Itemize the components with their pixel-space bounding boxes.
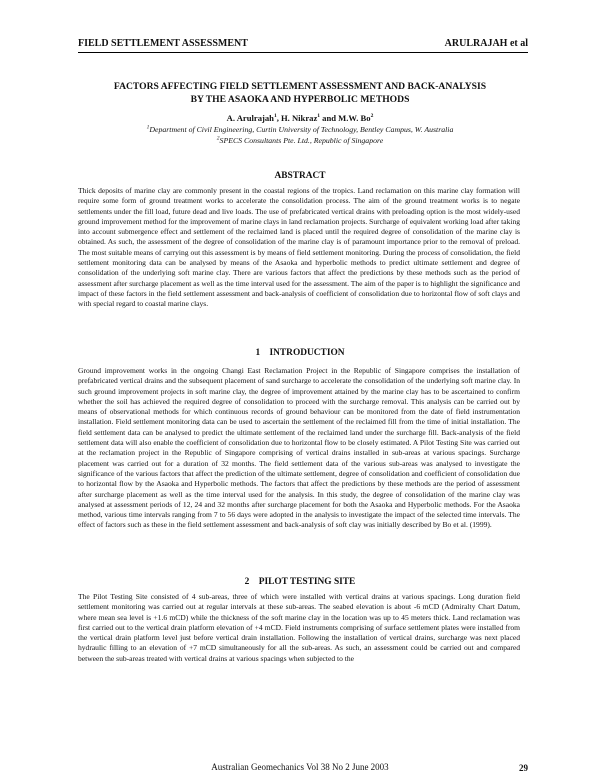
affiliation-1-text: Department of Civil Engineering, Curtin University of Technology, Bentley Campus, W. Australia <box>149 125 454 134</box>
affiliation-2-text: SPECS Consultants Pte. Ltd., Republic of Singapore <box>219 136 384 145</box>
title-line-2: BY THE ASAOKA AND HYPERBOLIC METHODS <box>190 94 410 105</box>
header-rule <box>78 52 528 53</box>
affiliation-1-mark: 1 <box>146 124 150 131</box>
affiliation-2-mark: 2 <box>216 135 220 142</box>
section-2-title: PILOT TESTING SITE <box>258 577 356 587</box>
author-list <box>60 112 540 124</box>
section-1-number: 1 <box>255 348 261 358</box>
affiliation-1 <box>60 125 540 135</box>
title-line-1: FACTORS AFFECTING FIELD SETTLEMENT ASSESSMENT AND BACK-ANALYSIS <box>113 81 487 92</box>
section-2-heading <box>0 577 600 587</box>
author-2: H. Nikraz <box>280 113 318 123</box>
author-1-affil-mark: 1 <box>273 113 277 120</box>
author-separator-1: , <box>276 113 281 123</box>
page-number: 29 <box>519 763 528 773</box>
author-2-affil-mark: 1 <box>317 113 321 120</box>
running-header-right: ARULRAJAH et al <box>444 38 528 49</box>
author-3: M.W. Bo <box>338 113 371 123</box>
author-separator-2: and <box>320 113 339 123</box>
affiliation-2 <box>60 136 540 146</box>
section-2-text: The Pilot Testing Site consisted of 4 sub-areas, three of which were installed with vertical drains at various spacings. Long duration field settlement monitoring was carried out at regular intervals at these sub-areas. The seabed elevation is about -6 mCD (Admiralty Chart Datum, where mean sea level is +1.6 mCD) while the thickness of the soft marine clay in the location was up to 45 meters thick. Land reclamation was first carried out to the vertical drain platform elevation of +4 mCD. Field instruments comprising of surface settlement plates were installed from the vertical drain platform level just before vertical drain installation. Following the installation of vertical drains, surcharge was next placed hydraulic filling to an elevation of +7 mCD simultaneously for all the sub-areas. As such, an assessment could be carried out and compared between the sub-areas treated with vertical drains at various spacings when subjected to the <box>78 592 520 663</box>
running-header <box>78 38 528 49</box>
section-1-heading <box>0 348 600 358</box>
abstract-text: Thick deposits of marine clay are commonly present in the coastal regions of the tropics. Land reclamation on this marine clay formation will require some form of ground treatment works to accelerate the consolidation process. The aim of the ground treatment works is to negate settlements under the fill load, future dead and live loads. The use of prefabricated vertical drains with preloading option is the most widely-used ground improvement method for the improvement of marine clays in land reclamation projects. Surcharge of equivalent working load after taking into account submergence effect and settlement of the reclaimed land is placed until the required degree of consolidation of the marine clay is obtained. As such, the assessment of the degree of consolidation of the marine clay is of paramount importance prior to the removal of preload. The most suitable means of carrying out this assessment is by means of field settlement monitoring. During the process of consolidation, the field settlement monitoring data can be analysed by means of the Asaoka and hyperbolic methods to predict ultimate settlement and degree of consolidation of the underlying soft marine clay. There are various factors that affect the predictions by these methods such as the period of assessment after surcharge placement as well as the time interval used for the assessment. The aim of the paper is to highlight the significance and impact of these factors in the field settlement assessment and back-analysis of coefficient of consolidation due to horizontal flow of soft clays and with special regard to coastal marine clays. <box>78 186 520 309</box>
journal-footer: Australian Geomechanics Vol 38 No 2 June 2003 <box>211 762 389 772</box>
author-3-affil-mark: 2 <box>370 113 374 120</box>
section-1-text: Ground improvement works in the ongoing Changi East Reclamation Project in the Republic of Singapore comprises the installation of prefabricated vertical drains and the subsequent placement of sand surcharge to accelerate the consolidation of the underlying soft marine clay. In such ground improvement projects in soft marine clay, the degree of improvement attained by the marine clay has to be ascertained to confirm whether the soil has achieved the required degree of consolidation to proceed with the surcharge removal. This analysis can be carried out by means of observational methods for which continuous records of ground behaviour can be monitored from the date of field instrumentation installation. Field settlement monitoring data can be used to ascertain the settlement of the reclaimed fill from the time of initial installation. The field settlement data can be analysed to predict the ultimate settlement of the reclaimed land under the surcharge fill. Back-analysis of the field settlement data will also enable the coefficient of consolidation due to horizontal flow to be closely estimated. A Pilot Testing Site was carried out at the reclamation project in the Republic of Singapore comprising of vertical drains installed in sub-areas at various spacings. Surcharge placement was carried out for a duration of 32 months. The field settlement data of the various sub-areas was analysed to investigate the significance of the various factors that affect the prediction of the ultimate settlement, degree of consolidation and coefficient of consolidation due to horizontal flow by the Asaoka and Hyperbolic methods. The factors that affect the predictions by these methods are the period of assessment after surcharge placement as well as the time interval used for the analysis. In this study, the degree of consolidation of the marine clay was analysed at assessment periods of 12, 24 and 32 months after surcharge placement for both the Asaoka and Hyperbolic methods. For the Asaoka method, various time intervals ranging from 7 to 56 days were adopted in the analysis to investigate the impact of the selected time intervals. The effect of factors such as these in the field settlement assessment and back-analysis of soft clay was initially described by Bo et al. (1999). <box>78 366 520 530</box>
paper-title <box>60 80 540 106</box>
author-1: A. Arulrajah <box>226 113 274 123</box>
section-2-number: 2 <box>244 577 250 587</box>
abstract-heading: ABSTRACT <box>274 171 326 181</box>
running-header-left: FIELD SETTLEMENT ASSESSMENT <box>78 38 248 49</box>
section-1-title: INTRODUCTION <box>269 348 345 358</box>
